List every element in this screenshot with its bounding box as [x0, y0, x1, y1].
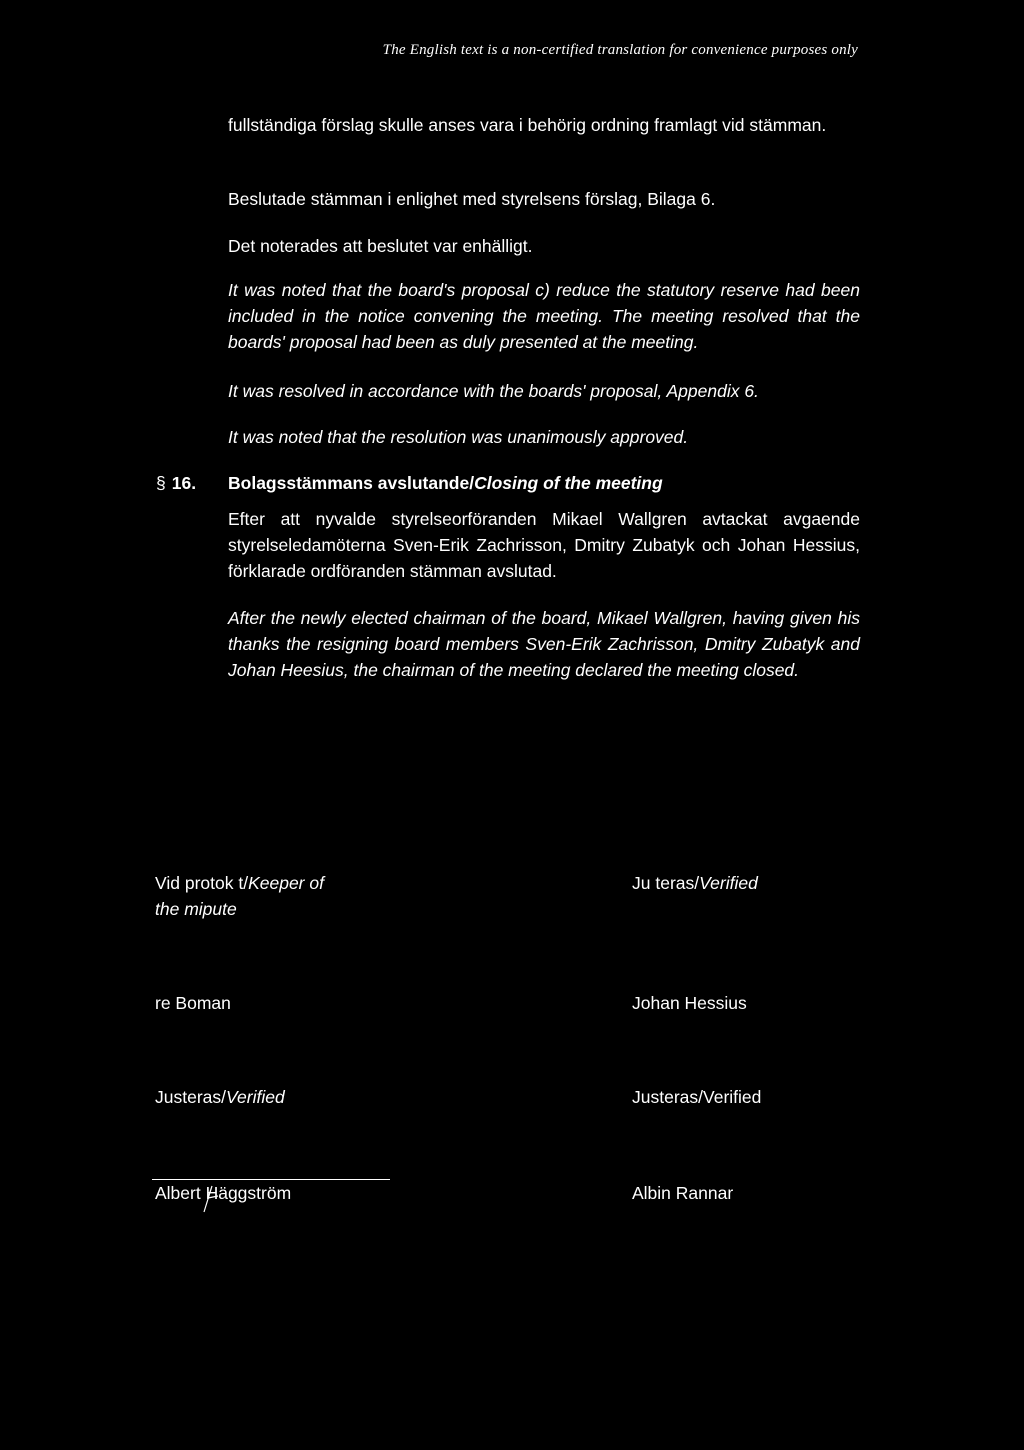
translation-disclaimer: The English text is a non-certified translation for convenience purposes only	[382, 42, 858, 58]
section-symbol: §	[156, 473, 166, 493]
paragraph-resolution-en: It was resolved in accordance with the boards' proposal, Appendix 6.	[228, 381, 759, 401]
verified-2-label-sv: Justeras/	[155, 1087, 226, 1107]
section-body-en: After the newly elected chairman of the board, Mikael Wallgren, having given his thanks the resigning board members Sven-Erik Zachrisson, Dmitry Zubatyk and Johan Heesius, the chairman of the meeting declared the meeting closed.	[228, 608, 860, 680]
verified-label-3: Justeras/Verified	[632, 1087, 762, 1107]
section-title-en: Closing of the meeting	[474, 473, 663, 493]
section-number	[156, 470, 196, 496]
verified-label-1	[632, 870, 758, 896]
verifier-name-1: Johan Hessius	[632, 993, 747, 1013]
paragraph-unanimous-en: It was noted that the resolution was unanimously approved.	[228, 427, 689, 447]
section-title	[228, 470, 663, 496]
verified-1-label-en: Verified	[699, 873, 758, 893]
keeper-label-sv: Vid protok t/	[155, 873, 249, 893]
verifier-name-3: Albin Rannar	[632, 1183, 734, 1203]
keeper-of-minutes-label	[155, 870, 324, 922]
section-body-sv: Efter att nyvalde styrelseorföranden Mikael Wallgren avtackat avgaende styrelseledamöterna Sven-Erik Zachrisson, Dmitry Zubatyk och Johan Hessius, förklarade ordföranden stämman avslutad.	[228, 509, 860, 581]
verified-2-label-en: Verified	[226, 1087, 285, 1107]
keeper-label-en-1: Keeper of	[248, 873, 324, 893]
keeper-label-en-2: the mipute	[155, 899, 237, 919]
verified-1-label-sv: Ju teras/	[632, 873, 700, 893]
paragraph-proposal-presented-sv: fullständiga förslag skulle anses vara i behörig ordning framlagt vid stämman.	[228, 115, 827, 135]
paragraph-unanimous-sv: Det noterades att beslutet var enhälligt.	[228, 236, 533, 256]
section-title-sv: Bolagsstämmans avslutande/	[228, 473, 475, 493]
verifier-name-2: Albert Häggström	[155, 1183, 292, 1203]
verified-label-2	[155, 1084, 285, 1110]
paragraph-resolution-sv: Beslutade stämman i enlighet med styrelsens förslag, Bilaga 6.	[228, 189, 716, 209]
keeper-name: re Boman	[155, 993, 231, 1013]
section-number-value: 16.	[171, 473, 197, 493]
paragraph-proposal-presented-en: It was noted that the board's proposal c) reduce the statutory reserve had been included in the notice convening the meeting. The meeting resolved that the boards' proposal had been as duly presented at the meeting.	[228, 280, 860, 352]
